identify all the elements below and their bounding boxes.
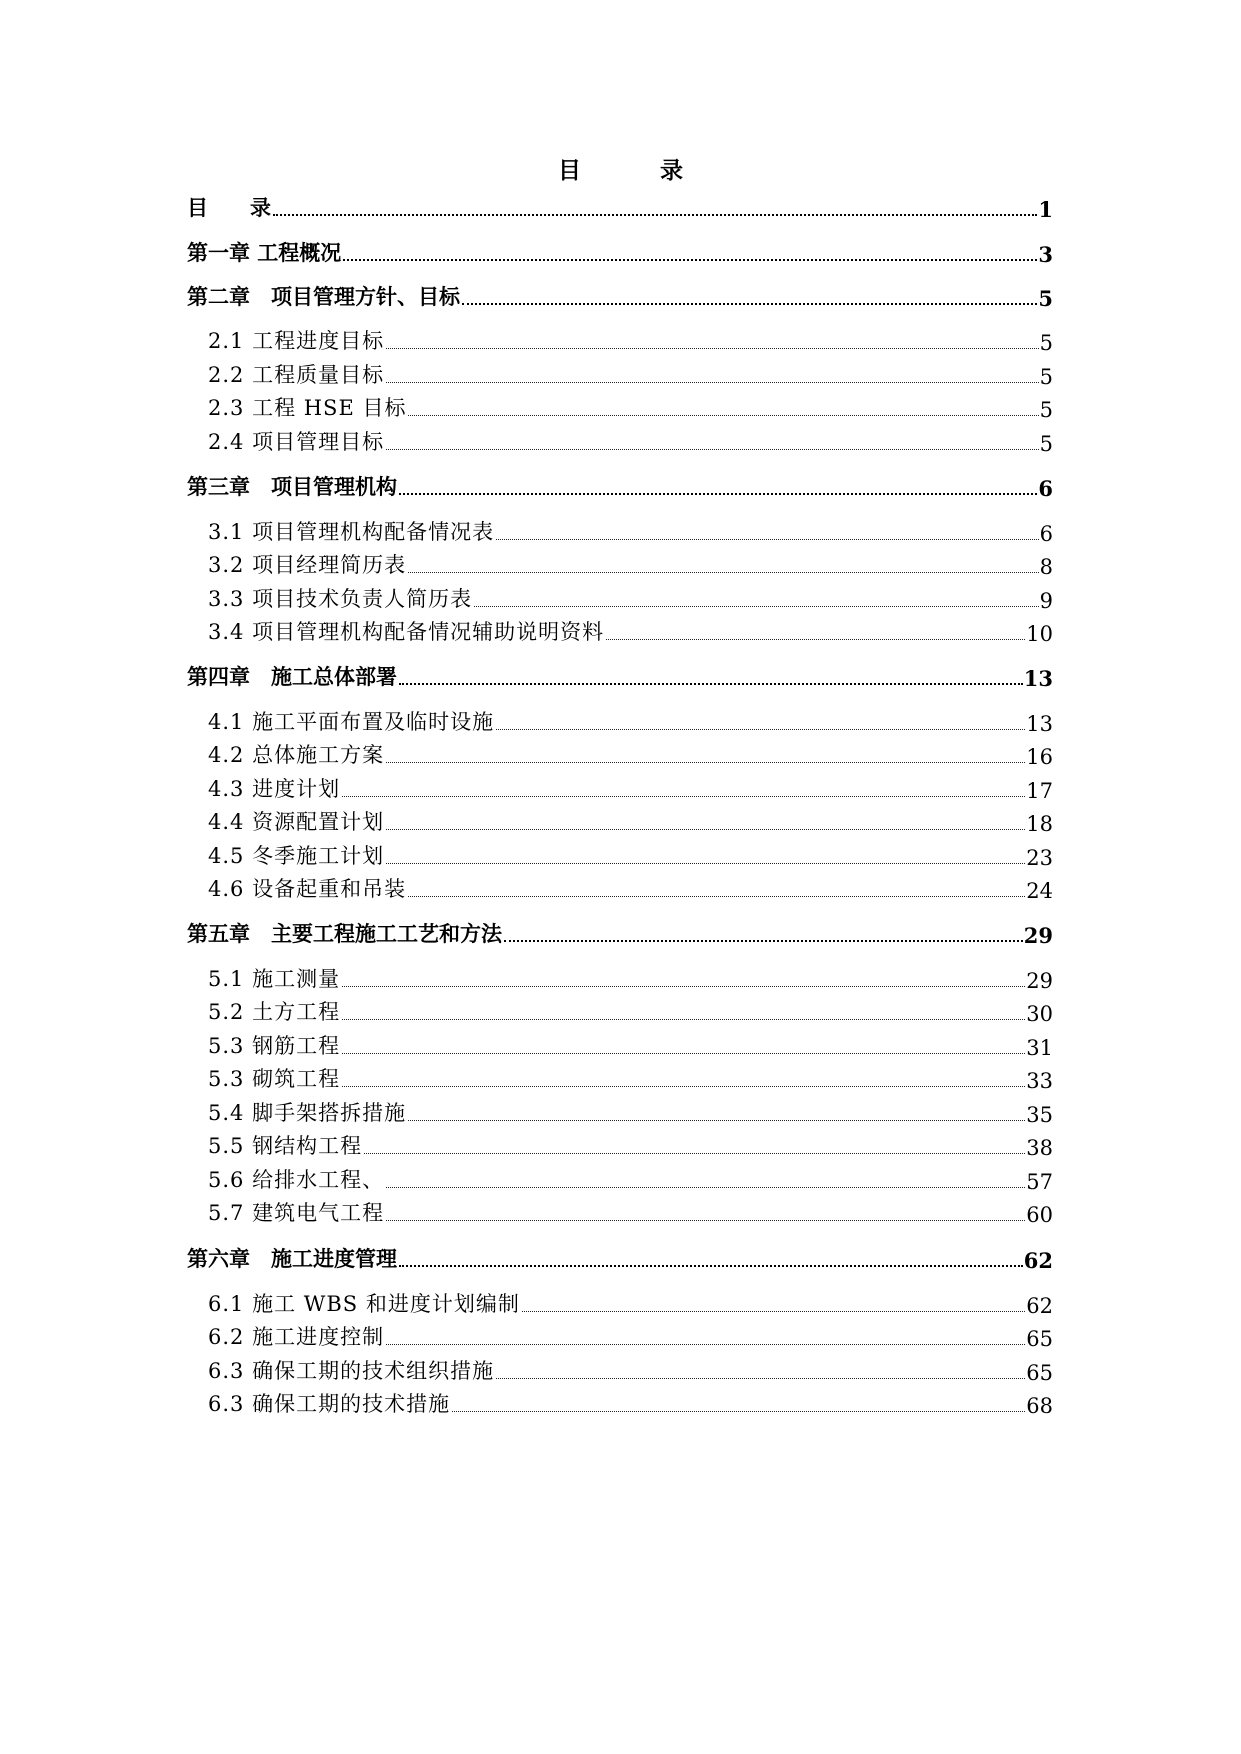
toc-dot-leader	[386, 1217, 1025, 1221]
toc-entry-label: 第二章 项目管理方针、目标	[187, 284, 460, 309]
toc-entry-label: 第五章 主要工程施工工艺和方法	[187, 921, 502, 946]
toc-entry-label: 4.1 施工平面布置及临时设施	[208, 710, 495, 734]
toc-dot-leader	[408, 412, 1038, 416]
toc-page-number: 16	[1026, 745, 1053, 769]
toc-dot-leader	[408, 893, 1025, 897]
toc-entry-label: 5.2 土方工程	[208, 1000, 341, 1024]
toc-dot-leader	[399, 680, 1023, 685]
toc-section-entry[interactable]	[208, 616, 1053, 646]
toc-dot-leader	[342, 793, 1025, 797]
toc-entry-label: 5.6 给排水工程、	[208, 1168, 385, 1192]
toc-chapter-entry[interactable]	[187, 281, 1053, 311]
toc-entry-label: 2.4 项目管理目标	[208, 430, 385, 454]
toc-section-entry[interactable]	[208, 739, 1053, 769]
toc-section-entry[interactable]	[208, 583, 1053, 613]
toc-entry-label: 第六章 施工进度管理	[187, 1246, 397, 1271]
toc-dot-leader	[342, 1083, 1025, 1087]
toc-entry-label: 2.3 工程 HSE 目标	[208, 396, 407, 420]
toc-page-number: 5	[1039, 432, 1053, 456]
toc-page-number: 5	[1039, 365, 1053, 389]
toc-page-number: 57	[1026, 1170, 1053, 1194]
toc-page-number: 31	[1026, 1036, 1053, 1060]
toc-section-entry[interactable]	[208, 1197, 1053, 1227]
toc-dot-leader	[462, 300, 1037, 305]
toc-section-entry[interactable]	[208, 1321, 1053, 1351]
toc-section-entry[interactable]	[208, 773, 1053, 803]
toc-entry-label: 4.4 资源配置计划	[208, 810, 385, 834]
toc-dot-leader	[399, 490, 1037, 495]
toc-entry-label: 3.4 项目管理机构配备情况辅助说明资料	[208, 620, 605, 644]
toc-dot-leader	[408, 569, 1039, 573]
toc-page-number: 5	[1039, 331, 1053, 355]
toc-entry-label: 5.3 钢筋工程	[208, 1034, 341, 1058]
toc-page-number: 6	[1039, 522, 1053, 546]
toc-dot-leader	[452, 1408, 1025, 1412]
toc-page-number: 62	[1026, 1294, 1053, 1318]
toc-dot-leader	[496, 1375, 1025, 1379]
toc-section-entry[interactable]	[208, 996, 1053, 1026]
toc-dot-leader	[342, 983, 1025, 987]
toc-section-entry[interactable]	[208, 325, 1053, 355]
toc-dot-leader	[386, 345, 1039, 349]
toc-page-number: 29	[1023, 923, 1053, 948]
toc-section-entry[interactable]	[208, 840, 1053, 870]
toc-chapter-entry[interactable]	[187, 918, 1053, 948]
toc-section-entry[interactable]	[208, 1388, 1053, 1418]
toc-section-entry[interactable]	[208, 1164, 1053, 1194]
toc-section-entry[interactable]	[208, 1355, 1053, 1385]
toc-dot-leader	[496, 536, 1039, 540]
toc-page-number: 9	[1039, 589, 1053, 613]
toc-dot-leader	[386, 446, 1039, 450]
toc-page-number: 13	[1023, 666, 1053, 691]
toc-chapter-entry[interactable]	[187, 192, 1053, 222]
toc-section-entry[interactable]	[208, 359, 1053, 389]
toc-dot-leader	[606, 636, 1025, 640]
toc-entry-label: 第四章 施工总体部署	[187, 664, 397, 689]
toc-entry-label: 5.7 建筑电气工程	[208, 1201, 385, 1225]
toc-section-entry[interactable]	[208, 426, 1053, 456]
toc-entry-label: 6.2 施工进度控制	[208, 1325, 385, 1349]
toc-page-number: 6	[1038, 476, 1053, 501]
toc-entry-label: 6.1 施工 WBS 和进度计划编制	[208, 1292, 520, 1316]
toc-entry-label: 2.2 工程质量目标	[208, 363, 385, 387]
toc-dot-leader	[273, 211, 1037, 216]
toc-section-entry[interactable]	[208, 806, 1053, 836]
toc-entry-label: 3.1 项目管理机构配备情况表	[208, 520, 495, 544]
toc-section-entry[interactable]	[208, 516, 1053, 546]
toc-page-number: 5	[1039, 398, 1053, 422]
toc-page-number: 17	[1026, 779, 1053, 803]
toc-dot-leader	[386, 1341, 1025, 1345]
toc-dot-leader	[474, 603, 1039, 607]
toc-page-number: 24	[1026, 879, 1053, 903]
toc-page-number: 8	[1039, 555, 1053, 579]
toc-page-number: 10	[1026, 622, 1053, 646]
toc-dot-leader	[496, 726, 1025, 730]
toc-dot-leader	[343, 256, 1037, 261]
toc-entry-label: 目 录	[187, 195, 271, 220]
toc-chapter-entry[interactable]	[187, 661, 1053, 691]
toc-dot-leader	[504, 937, 1023, 942]
toc-page-number: 65	[1026, 1327, 1053, 1351]
toc-page-number: 60	[1026, 1203, 1053, 1227]
toc-chapter-entry[interactable]	[187, 237, 1053, 267]
toc-page-number: 23	[1026, 846, 1053, 870]
toc-entry-label: 4.6 设备起重和吊装	[208, 877, 407, 901]
toc-entry-label: 6.3 确保工期的技术措施	[208, 1392, 451, 1416]
toc-page-number: 38	[1026, 1136, 1053, 1160]
toc-dot-leader	[386, 759, 1025, 763]
toc-page-number: 30	[1026, 1002, 1053, 1026]
toc-chapter-entry[interactable]	[187, 1243, 1053, 1273]
toc-section-entry[interactable]	[208, 392, 1053, 422]
toc-entry-label: 3.3 项目技术负责人简历表	[208, 587, 473, 611]
toc-dot-leader	[386, 826, 1025, 830]
toc-entry-label: 5.4 脚手架搭拆措施	[208, 1101, 407, 1125]
toc-entry-label: 5.1 施工测量	[208, 967, 341, 991]
toc-page-number: 65	[1026, 1361, 1053, 1385]
toc-section-entry[interactable]	[208, 549, 1053, 579]
toc-section-entry[interactable]	[208, 963, 1053, 993]
toc-section-entry[interactable]	[208, 1097, 1053, 1127]
toc-page-number: 29	[1026, 969, 1053, 993]
toc-page-number: 33	[1026, 1069, 1053, 1093]
toc-section-entry[interactable]	[208, 1030, 1053, 1060]
toc-section-entry[interactable]	[208, 873, 1053, 903]
toc-entry-label: 2.1 工程进度目标	[208, 329, 385, 353]
toc-dot-leader	[399, 1262, 1023, 1267]
toc-section-entry[interactable]	[208, 1063, 1053, 1093]
toc-page-number: 13	[1026, 712, 1053, 736]
toc-page-number: 62	[1023, 1248, 1053, 1273]
toc-page-number: 35	[1026, 1103, 1053, 1127]
toc-entry-label: 4.5 冬季施工计划	[208, 844, 385, 868]
toc-entry-label: 第三章 项目管理机构	[187, 474, 397, 499]
toc-section-entry[interactable]	[208, 1130, 1053, 1160]
toc-page-number: 5	[1038, 286, 1053, 311]
toc-page-number: 18	[1026, 812, 1053, 836]
toc-page-number: 68	[1026, 1394, 1053, 1418]
toc-dot-leader	[386, 379, 1039, 383]
toc-entry-label: 3.2 项目经理简历表	[208, 553, 407, 577]
toc-dot-leader	[364, 1150, 1025, 1154]
toc-dot-leader	[522, 1308, 1025, 1312]
toc-chapter-entry[interactable]	[187, 471, 1053, 501]
toc-dot-leader	[408, 1117, 1025, 1121]
toc-section-entry[interactable]	[208, 706, 1053, 736]
toc-title: 目 录	[558, 157, 711, 184]
toc-dot-leader	[386, 860, 1025, 864]
toc-dot-leader	[386, 1184, 1025, 1188]
toc-entry-label: 4.2 总体施工方案	[208, 743, 385, 767]
toc-page-number: 3	[1038, 242, 1053, 267]
toc-entry-label: 4.3 进度计划	[208, 777, 341, 801]
toc-dot-leader	[342, 1016, 1025, 1020]
toc-entry-label: 第一章 工程概况	[187, 240, 342, 265]
toc-page-number: 1	[1038, 197, 1053, 222]
toc-section-entry[interactable]	[208, 1288, 1053, 1318]
toc-entry-label: 6.3 确保工期的技术组织措施	[208, 1359, 495, 1383]
toc-entry-label: 5.3 砌筑工程	[208, 1067, 341, 1091]
toc-dot-leader	[342, 1050, 1025, 1054]
toc-entry-label: 5.5 钢结构工程	[208, 1134, 363, 1158]
